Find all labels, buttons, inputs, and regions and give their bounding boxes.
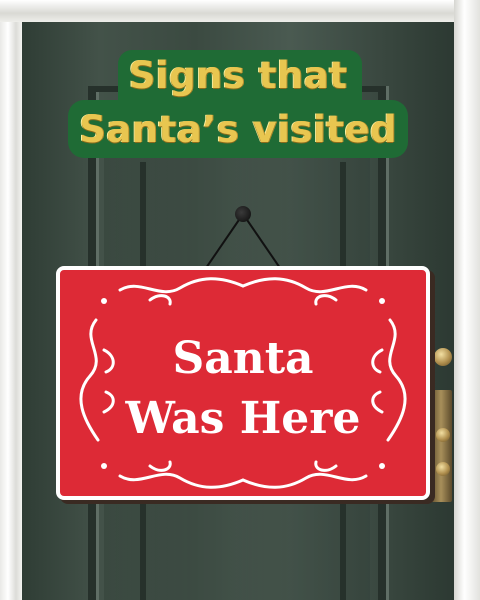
sign-line-2: Was Here: [125, 393, 361, 444]
title-line-1: Signs that: [128, 54, 348, 97]
sign-line-1: Santa: [172, 333, 314, 384]
title-line-2: Santa’s visited: [79, 108, 397, 151]
